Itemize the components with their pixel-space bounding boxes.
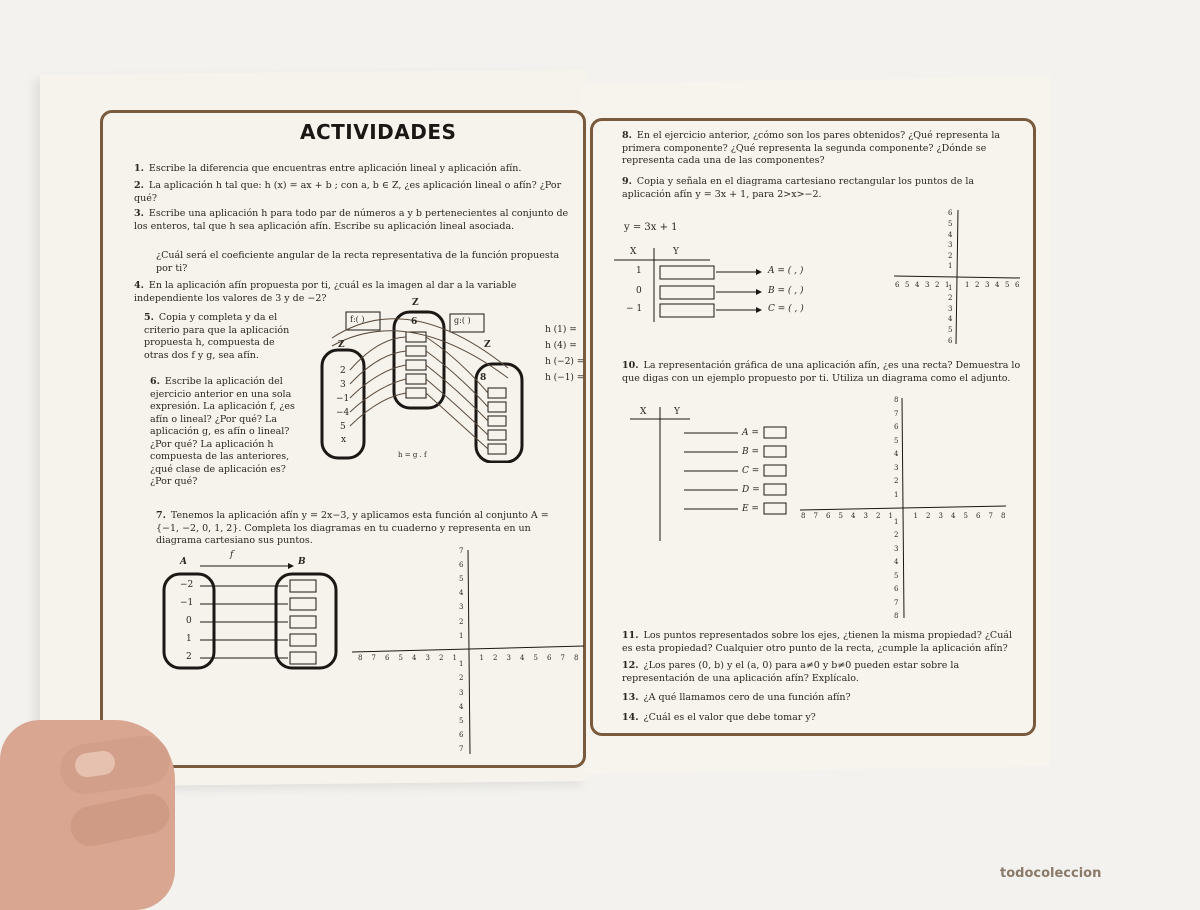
exercise-text: Escribe la aplicación del ejercicio anterior en una sola expresión. La aplicación f, ¿es afín o lineal? ¿Por qué? La aplicación g, es afín o lineal? ¿Por qué? La aplicación h compuesta de las anteriores, ¿qué clase de aplicación es? ¿Por qué? (150, 376, 295, 487)
axis-tick-label: 2 (876, 512, 881, 520)
exercise-12 (622, 660, 1022, 685)
exercise-number: 7. (156, 510, 166, 521)
axis-tick-label: 6 (385, 654, 390, 662)
set-label-b: B (298, 557, 306, 567)
exercise-number: 12. (622, 660, 639, 671)
axis-tick-label: 1 (948, 283, 953, 292)
axis-tick-label: 4 (948, 315, 953, 324)
exercise-text: ¿Los pares (0, b) y el (a, 0) para a≠0 y b≠0 pueden estar sobre la representación de una aplicación afín? Explícalo. (622, 660, 960, 684)
exercise-number: 3. (134, 208, 144, 219)
page-title: ACTIVIDADES (300, 120, 457, 144)
set-a-value: 1 (186, 634, 192, 644)
axis-tick-label: 4 (995, 281, 1000, 289)
ex10-point: D = (742, 485, 760, 495)
axis-tick-label: 5 (894, 436, 899, 445)
axis-tick-label: 2 (459, 617, 464, 626)
exercise-number: 6. (150, 376, 160, 387)
set-label-z-right: Z (484, 340, 491, 350)
axis-tick-label: 1 (965, 281, 970, 289)
axis-tick-label: 2 (459, 674, 464, 683)
right-set-value: 8 (480, 373, 487, 383)
middle-set-value: 6 (411, 317, 418, 327)
axis-tick-label: 6 (1015, 281, 1020, 289)
axis-tick-label: 3 (894, 544, 899, 553)
set-a-value: −2 (180, 580, 194, 590)
axis-tick-label: 2 (935, 281, 940, 289)
axis-tick-label: 1 (894, 490, 899, 499)
left-set-value: −1 (336, 394, 350, 404)
exercise-text: Escribe la diferencia que encuentras entre aplicación lineal y aplicación afín. (148, 163, 522, 174)
exercise-number: 9. (622, 176, 632, 187)
axis-tick-label: 2 (926, 512, 931, 520)
axis-tick-label: 8 (1001, 512, 1006, 520)
exercise-text: La aplicación h tal que: h (x) = ax + b ; con a, b ∈ Z, ¿es aplicación lineal o afín? ¿Por qué? (134, 180, 562, 204)
ex9-x-value: − 1 (626, 304, 643, 314)
exercise-text: Escribe una aplicación h para todo par de números a y b pertenecientes al conjunto de los enteros, tal que h sea aplicación afín. Escribe su aplicación lineal asociada. (134, 208, 569, 232)
axis-tick-label: 7 (988, 512, 993, 520)
composition-label: h = g . f (398, 451, 427, 459)
axis-tick-label: 6 (826, 512, 831, 520)
exercise-text: En el ejercicio anterior, ¿cómo son los pares obtenidos? ¿Qué representa la primera componente? ¿Qué representa la segunda componente? ¿Dónde se representa cada una de las componentes? (622, 130, 1001, 166)
axis-tick-label: 1 (479, 654, 484, 662)
axis-tick-label: 6 (976, 512, 981, 520)
set-a-value: −1 (180, 598, 194, 608)
axis-tick-label: 7 (813, 512, 818, 520)
exercise-13 (622, 692, 1022, 705)
left-set-value: 5 (340, 422, 346, 432)
f-arrow-head (288, 563, 294, 569)
axis-tick-label: 5 (533, 654, 538, 662)
ex9-equation: y = 3x + 1 (624, 222, 678, 233)
exercise-3 (134, 208, 574, 233)
axis-tick-label: 5 (459, 717, 464, 725)
axis-tick-label: 4 (851, 512, 856, 520)
h-value-3: h (−2) = (545, 357, 585, 367)
cartesian-plane-ex9 (894, 208, 1024, 348)
axis-tick-label: 8 (894, 396, 899, 404)
axis-tick-label: 6 (894, 585, 899, 593)
axis-tick-label: 3 (459, 603, 464, 612)
x-axis (352, 646, 584, 652)
axis-tick-label: 7 (459, 546, 464, 555)
ex10-table (628, 405, 798, 545)
exercise-14 (622, 712, 1022, 725)
axis-tick-label: 3 (948, 304, 953, 313)
exercise-number: 13. (622, 692, 639, 703)
axis-tick-label: 5 (1005, 281, 1010, 289)
axis-tick-label: 3 (506, 654, 511, 662)
exercise-number: 8. (622, 130, 632, 141)
exercise-number: 10. (622, 360, 639, 371)
exercise-8 (622, 130, 1022, 168)
axis-tick-label: 3 (459, 688, 464, 697)
ex9-x-value: 1 (636, 266, 642, 276)
axis-tick-label: 3 (863, 512, 868, 520)
axis-tick-label: 7 (560, 654, 565, 662)
axis-tick-label: 8 (801, 512, 806, 520)
axis-tick-label: 3 (425, 654, 430, 662)
exercise-11 (622, 630, 1022, 655)
exercise-number: 11. (622, 630, 639, 641)
middle-set-boxes (406, 332, 426, 398)
exercise-1 (134, 163, 574, 176)
set-a-value: 0 (186, 616, 192, 626)
right-set-boxes (488, 388, 506, 454)
left-set-value: x (341, 435, 347, 445)
exercise-number: 2. (134, 180, 144, 191)
axis-tick-label: 1 (894, 517, 899, 526)
exercise-text: ¿Cuál es el valor que debe tomar y? (643, 712, 816, 723)
axis-tick-label: 1 (948, 262, 953, 271)
f-arrow-label: f (230, 550, 234, 560)
set-a-value: 2 (186, 652, 192, 662)
axis-tick-label: 2 (948, 294, 953, 303)
set-label-a: A (180, 557, 187, 567)
axis-tick-label: 6 (894, 423, 899, 431)
exercise-number: 4. (134, 280, 144, 291)
axis-tick-label: 7 (894, 598, 899, 607)
axis-tick-label: 4 (894, 450, 899, 458)
axis-tick-label: 2 (493, 654, 498, 662)
axis-tick-label: 4 (412, 654, 417, 662)
axis-tick-label: 3 (938, 512, 943, 520)
cartesian-plane-ex10 (800, 396, 1010, 620)
axis-tick-label: 8 (894, 612, 899, 620)
h-value-2: h (4) = (545, 341, 577, 351)
exercise-text: ¿Cuál será el coeficiente angular de la recta representativa de la función propuesta por ti? (156, 250, 560, 274)
exercise-text: Copia y señala en el diagrama cartesiano rectangular los puntos de la aplicación afín y = 3x + 1, para 2>x>−2. (622, 176, 975, 200)
axis-tick-label: 7 (371, 654, 376, 662)
exercise-text: Copia y completa y da el criterio para que la aplicación propuesta h, compuesta de otras dos f y g, sea afín. (144, 312, 290, 361)
axis-tick-label: 4 (915, 281, 920, 289)
axis-tick-label: 1 (459, 660, 464, 669)
axis-tick-label: 6 (948, 336, 953, 345)
axis-tick-label: 4 (948, 230, 953, 239)
axis-tick-label: 4 (951, 512, 956, 520)
axis-tick-label: 6 (459, 560, 464, 569)
ex10-point: B = (742, 447, 760, 457)
axis-tick-label: 2 (975, 281, 980, 289)
exercise-number: 5. (144, 312, 154, 323)
set-label-z-left: Z (338, 340, 345, 350)
ex9-col-x: X (630, 247, 637, 257)
ex9-x-value: 0 (636, 286, 642, 296)
axis-tick-label: 3 (925, 281, 930, 289)
left-set-value: 2 (340, 366, 346, 376)
exercise-text: ¿A qué llamamos cero de una función afín? (643, 692, 851, 703)
axis-tick-label: 5 (948, 326, 953, 334)
f-box-label: f:( ) (350, 315, 365, 324)
axis-tick-label: 1 (945, 281, 950, 289)
exercise-number: 14. (622, 712, 639, 723)
watermark-logo: todocoleccion (1000, 866, 1102, 881)
axis-tick-label: 2 (894, 477, 899, 485)
axis-tick-label: 5 (398, 654, 403, 662)
axis-tick-label: 1 (913, 512, 918, 520)
axis-tick-label: 2 (894, 531, 899, 539)
axis-tick-label: 3 (948, 241, 953, 250)
axis-tick-label: 3 (985, 281, 990, 289)
axis-tick-label: 6 (547, 654, 552, 662)
axis-tick-label: 6 (948, 209, 953, 218)
exercise-10 (622, 360, 1022, 385)
ex9-point: B = ( , ) (768, 286, 804, 296)
axis-tick-label: 7 (459, 745, 464, 754)
axis-tick-label: 4 (459, 589, 464, 598)
ex9-col-y: Y (673, 247, 679, 257)
exercise-2 (134, 180, 574, 205)
set-label-z-top: Z (412, 298, 419, 308)
axis-tick-label: 5 (838, 512, 843, 520)
h-value-1: h (1) = (545, 325, 577, 335)
axis-tick-label: 6 (459, 731, 464, 740)
exercise-number: 1. (134, 163, 144, 174)
ex10-point: C = (742, 466, 760, 476)
ex10-col-y: Y (674, 407, 680, 417)
cartesian-plane-ex7 (352, 548, 586, 756)
ex10-point: E = (742, 504, 759, 514)
axis-tick-label: 5 (894, 571, 899, 580)
axis-tick-label: 5 (963, 512, 968, 520)
axis-tick-label: 4 (520, 654, 525, 662)
exercise-7 (156, 510, 574, 548)
axis-tick-label: 8 (358, 654, 363, 662)
axis-tick-label: 5 (905, 281, 910, 289)
h-value-4: h (−1) = (545, 373, 585, 383)
g-box-label: g:( ) (454, 316, 471, 325)
axis-tick-label: 4 (894, 558, 899, 566)
y-axis (468, 550, 470, 754)
ex9-point: C = ( , ) (768, 304, 804, 314)
exercise-text: Tenemos la aplicación afín y = 2x−3, y aplicamos esta función al conjunto A = {−1, −2, 0, 1, 2}. Completa los diagramas en tu cuaderno y representa en un diagrama cartesiano sus puntos. (156, 510, 549, 546)
axis-tick-label: 1 (452, 654, 457, 662)
exercise-text: En la aplicación afín propuesta por ti, ¿cuál es la imagen al dar a la variable independiente los valores de 3 y de −2? (134, 280, 517, 304)
ex9-point: A = ( , ) (768, 266, 804, 276)
ex10-point: A = (742, 428, 759, 438)
set-b (276, 574, 336, 668)
exercise-text: La representación gráfica de una aplicación afín, ¿es una recta? Demuestra lo que digas con un ejemplo propuesto por ti. Utiliza un diagrama como el adjunto. (622, 360, 1021, 384)
axis-tick-label: 8 (574, 654, 579, 662)
axis-tick-label: 5 (948, 220, 953, 228)
axis-tick-label: 2 (948, 251, 953, 260)
axis-tick-label: 1 (888, 512, 893, 520)
exercise-9 (622, 176, 1022, 201)
axis-tick-label: 3 (894, 463, 899, 472)
axis-tick-label: 7 (894, 409, 899, 418)
axis-tick-label: 4 (459, 702, 464, 711)
axis-tick-label: 5 (459, 575, 464, 583)
axis-tick-label: 6 (895, 281, 900, 289)
ex9-table (610, 244, 860, 324)
ex10-col-x: X (640, 407, 647, 417)
exercise-5 (144, 312, 294, 362)
exercise-3-question (156, 250, 574, 275)
exercise-text: Los puntos representados sobre los ejes, ¿tienen la misma propiedad? ¿Cuál es esta propiedad? Cualquier otro punto de la recta, ¿cumple la aplicación afín? (622, 630, 1013, 654)
left-set-value: −4 (336, 408, 350, 418)
axis-tick-label: 1 (459, 631, 464, 640)
left-set-value: 3 (340, 380, 346, 390)
set-b-boxes (290, 580, 316, 664)
exercise-6 (150, 376, 298, 489)
axis-tick-label: 2 (439, 654, 444, 662)
